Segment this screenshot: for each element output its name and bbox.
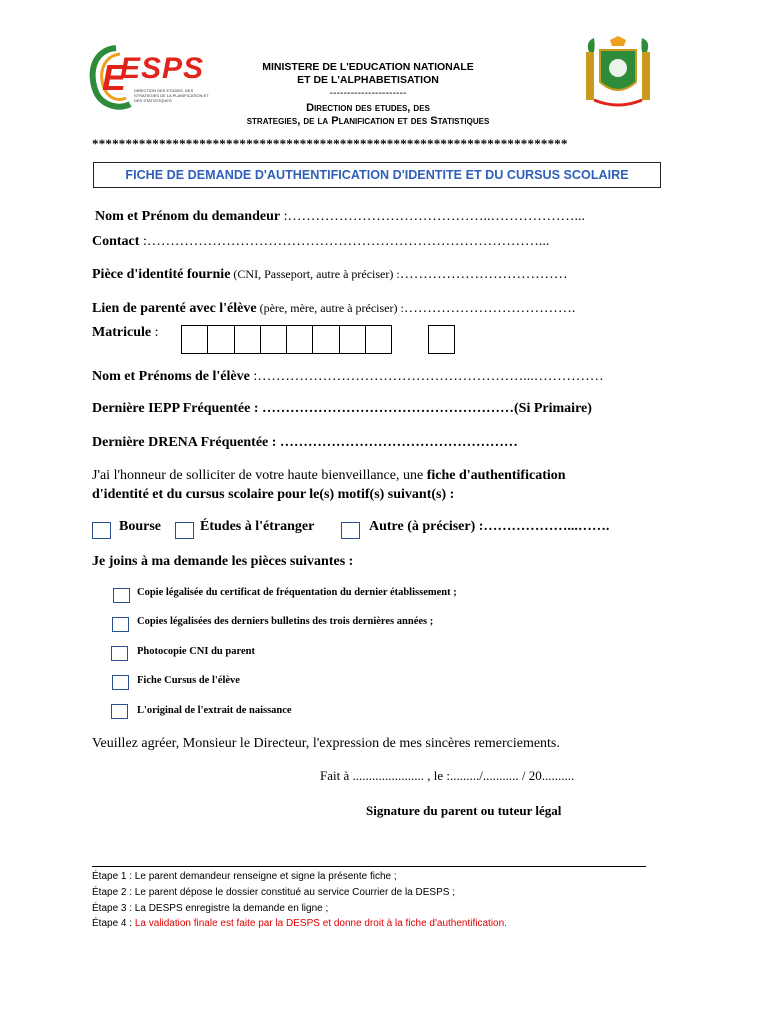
field-nom-demandeur[interactable]: [95, 209, 585, 225]
matricule-box[interactable]: [286, 325, 313, 354]
matricule-label: Matricule: [92, 325, 152, 340]
nom-dots: :……………………………………..………………...: [280, 209, 585, 224]
form-title: FICHE DE DEMANDE D'AUTHENTIFICATION D'IDENTITE ET DU CURSUS SCOLAIRE: [125, 168, 629, 182]
field-lien-parente[interactable]: [92, 301, 575, 317]
piece-hint: (CNI, Passeport, autre à préciser) :: [230, 267, 400, 281]
matricule-box[interactable]: [312, 325, 339, 354]
star-separator: ***********************************************************************: [92, 136, 568, 151]
piece-item-1: Copie légalisée du certificat de fréquentation du dernier établissement ;: [137, 587, 457, 598]
field-nom-eleve[interactable]: [92, 369, 604, 385]
nom-label: Nom et Prénom du demandeur: [95, 209, 281, 224]
ministry-separator: ----------------------: [329, 87, 407, 99]
matricule-box[interactable]: [207, 325, 234, 354]
field-contact[interactable]: [92, 234, 549, 250]
field-iepp[interactable]: Dernière IEPP Fréquentée : ………………………………………………(Si Primaire): [92, 401, 592, 416]
matricule-box[interactable]: [234, 325, 261, 354]
motif-bourse-label: Bourse: [119, 519, 161, 534]
matricule-grid: [182, 325, 392, 354]
ministry-line-2: ET DE L'ALPHABETISATION: [297, 74, 439, 86]
coat-of-arms-icon: [580, 34, 656, 114]
matricule-box[interactable]: [339, 325, 366, 354]
contact-dots: :…………………………………………………………………………...: [139, 234, 550, 249]
request-line-1: [92, 468, 566, 484]
step-3: Étape 3 : La DESPS enregistre la demande en ligne ;: [92, 903, 329, 914]
piece-label: Pièce d'identité fournie: [92, 267, 231, 282]
piece-item-3: Photocopie CNI du parent: [137, 646, 255, 657]
field-drena[interactable]: Dernière DRENA Fréquentée : ……………………………………………: [92, 435, 518, 450]
matricule-key-box[interactable]: [428, 325, 455, 354]
checkbox-bourse[interactable]: [92, 522, 111, 539]
logo-caption: DIRECTION DES ETUDES, DES STRATEGIES DE LA PLANIFICATION ET DES STATISTIQUES: [134, 88, 209, 103]
eleve-label: Nom et Prénoms de l'élève: [92, 369, 250, 384]
logo-text: ESPS: [120, 52, 205, 85]
closing-text: Veuillez agréer, Monsieur le Directeur, l'expression de mes sincères remerciements.: [92, 736, 560, 751]
ministry-line-1: MINISTERE DE L'EDUCATION NATIONALE: [262, 61, 474, 73]
desps-logo: [86, 42, 222, 112]
ministry-header: [230, 61, 506, 128]
direction-line-1: Direction des etudes, des: [306, 102, 430, 114]
signature-label: Signature du parent ou tuteur légal: [366, 803, 562, 818]
field-matricule: [92, 325, 158, 341]
checkbox-autre[interactable]: [341, 522, 360, 539]
field-piece-identite[interactable]: [92, 267, 568, 283]
matricule-box[interactable]: [181, 325, 208, 354]
lien-dots: ……………………………….: [403, 301, 576, 316]
piece-item-5: L'original de l'extrait de naissance: [137, 705, 292, 716]
step-1: Étape 1 : Le parent demandeur renseigne et signe la présente fiche ;: [92, 871, 397, 882]
piece-item-4: Fiche Cursus de l'élève: [137, 675, 240, 686]
form-title-box: [93, 162, 661, 188]
request-line-2: d'identité et du cursus scolaire pour le(s) motif(s) suivant(s) :: [92, 487, 455, 502]
matricule-box[interactable]: [365, 325, 392, 354]
request-intro: J'ai l'honneur de solliciter de votre haute bienveillance, une: [92, 468, 427, 483]
step-2: Étape 2 : Le parent dépose le dossier constitué au service Courrier de la DESPS ;: [92, 887, 455, 898]
checkbox-piece-1[interactable]: [113, 588, 130, 603]
matricule-box[interactable]: [260, 325, 287, 354]
request-intro-bold: fiche d'authentification: [426, 468, 566, 483]
motif-etudes-label: Études à l'étranger: [200, 519, 315, 534]
motif-autre-label[interactable]: Autre (à préciser) :………………...…….: [369, 519, 610, 534]
checkbox-piece-2[interactable]: [112, 617, 129, 632]
lien-label: Lien de parenté avec l'élève: [92, 301, 257, 316]
matricule-colon: :: [151, 325, 159, 340]
checkbox-piece-4[interactable]: [112, 675, 129, 690]
svg-text:E: E: [102, 57, 127, 98]
step-4-text: La validation finale est faite par la DESPS et donne droit à la fiche d'authentification.: [134, 918, 507, 929]
checkbox-piece-3[interactable]: [111, 646, 128, 661]
footer-divider: [92, 866, 646, 867]
step-4: [92, 918, 507, 929]
piece-item-2: Copies légalisées des derniers bulletins des trois dernières années ;: [137, 616, 434, 627]
fait-a-line[interactable]: Fait à ...................... , le :........./........... / 20..........: [320, 768, 575, 783]
direction-line-2: strategies, de la Planification et des Statistiques: [246, 115, 490, 127]
step-4-prefix: Étape 4 :: [92, 918, 135, 929]
contact-label: Contact: [92, 234, 140, 249]
pieces-heading: Je joins à ma demande les pièces suivantes :: [92, 554, 354, 569]
piece-dots: ………………………………: [399, 267, 568, 282]
checkbox-etudes-etranger[interactable]: [175, 522, 194, 539]
lien-hint: (père, mère, autre à préciser) :: [256, 301, 404, 315]
checkbox-piece-5[interactable]: [111, 704, 128, 719]
eleve-dots: :…………………………………………………...……………: [249, 369, 604, 384]
